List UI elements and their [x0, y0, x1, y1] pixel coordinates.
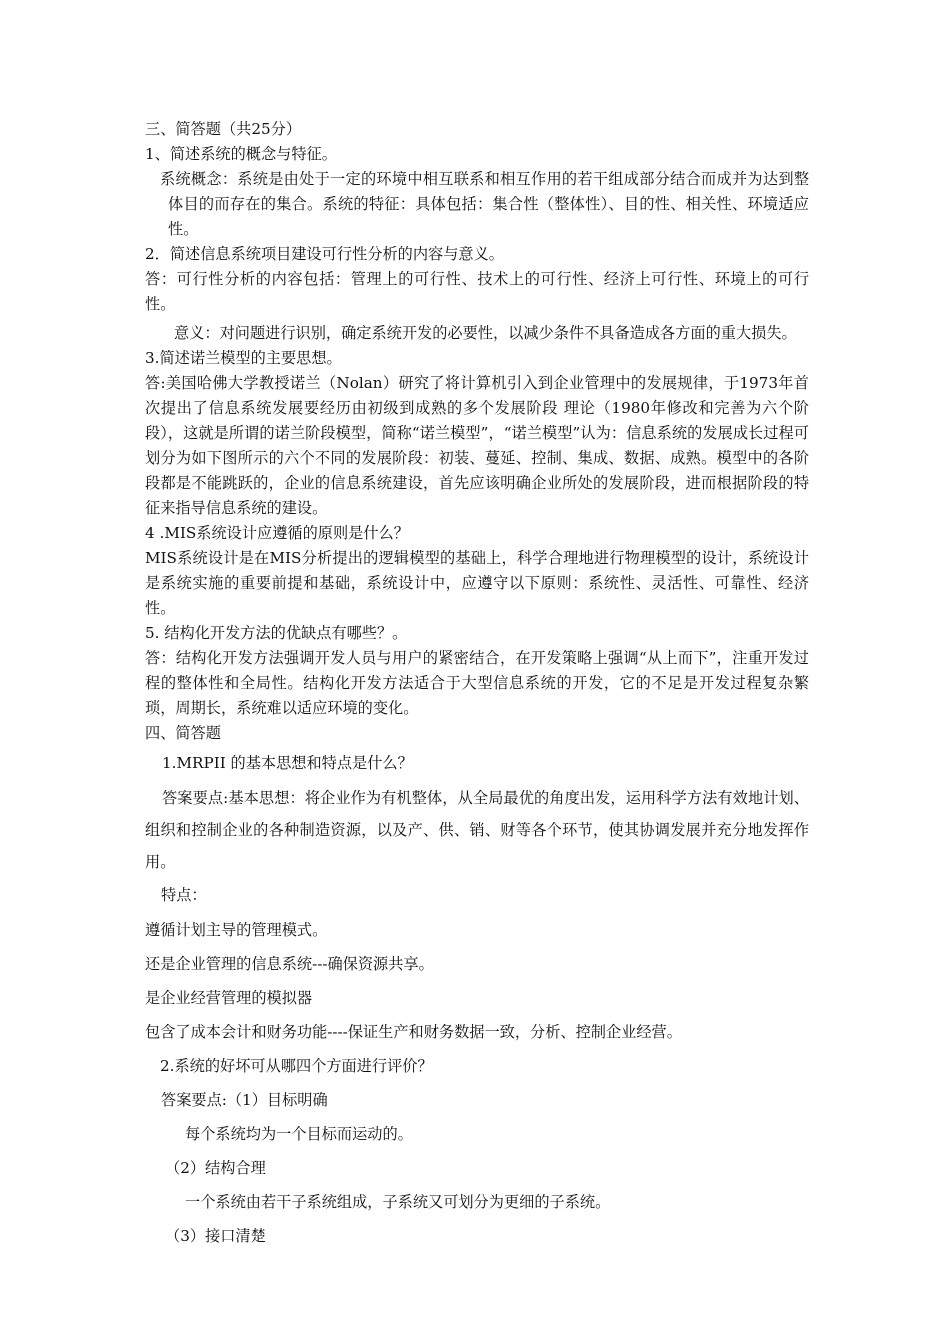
section-4-question-2-answer-3: （3）接口清楚 — [165, 1227, 266, 1245]
question-2-answer-content: 答：可行性分析的内容包括：管理上的可行性、技术上的可行性、经济上可行性、环境上的可行性。 — [145, 270, 809, 313]
question-4-answer: MIS系统设计是在MIS分析提出的逻辑模型的基础上，科学合理地进行物理模型的设计，系统设计是系统实施的重要前提和基础，系统设计中，应遵守以下原则：系统性、灵活性、可靠性、经济性。 — [145, 549, 809, 617]
section-4-question-2-answer-1-desc: 每个系统均为一个目标而运动的。 — [185, 1125, 413, 1143]
section-4-question-2: 2.系统的好坏可从哪四个方面进行评价？ — [160, 1057, 433, 1075]
section-4-question-2-answer-1: 答案要点:（1）目标明确 — [161, 1091, 328, 1109]
features-label: 特点： — [161, 886, 207, 904]
feature-item: 遵循计划主导的管理模式。 — [145, 921, 328, 939]
question-3-answer: 答:美国哈佛大学教授诺兰（Nolan）研究了将计算机引入到企业管理中的发展规律，于1973年首次提出了信息系统发展要经历由初级到成熟的多个发展阶段 理论（1980年修改和完善为六个阶段），这就是所谓的诺兰阶段模型，简称“诺兰模型”，“诺兰模型”认为：信息系统的发展成长过程可划分为如下图所示的六个不同的发展阶段：初装、蔓延、控制、集成、数据、成熟。模型中的各阶段都是不能跳跃的，企业的信息系统建设，首先应该明确企业所处的发展阶段，进而根据阶段的特征来指导信息系统的建设。 — [145, 374, 809, 517]
question-5: 5. 结构化开发方法的优缺点有哪些？。 — [145, 624, 408, 642]
feature-item: 包含了成本会计和财务功能----保证生产和财务数据一致，分析、控制企业经营。 — [145, 1023, 682, 1041]
section-4-title: 四、简答题 — [145, 724, 221, 742]
question-1: 1、简述系统的概念与特征。 — [145, 145, 337, 163]
section-4-question-2-answer-2: （2）结构合理 — [165, 1159, 266, 1177]
question-4: 4 .MIS系统设计应遵循的原则是什么？ — [145, 524, 409, 542]
document-body — [145, 117, 809, 1253]
feature-item: 还是企业管理的信息系统---确保资源共享。 — [145, 955, 434, 973]
section-4-question-1-answer: 答案要点:基本思想：将企业作为有机整体，从全局最优的角度出发，运用科学方法有效地计划、组织和控制企业的各种制造资源，以及产、供、销、财等各个环节，使其协调发展并充分地发挥作用。 — [145, 789, 809, 871]
question-1-answer: 系统概念：系统是由处于一定的环境中相互联系和相互作用的若干组成部分结合而成并为达到整体目的而存在的集合。系统的特征：具体包括：集合性（整体性）、目的性、相关性、环境适应性。 — [160, 170, 809, 238]
question-5-answer: 答：结构化开发方法强调开发人员与用户的紧密结合，在开发策略上强调“从上而下”，注重开发过程的整体性和全局性。结构化开发方法适合于大型信息系统的开发，它的不足是开发过程复杂繁琐，周期长，系统难以适应环境的变化。 — [145, 649, 809, 717]
feature-item: 是企业经营管理的模拟器 — [145, 989, 313, 1007]
section-4-question-1: 1.MRPII 的基本思想和特点是什么？ — [162, 754, 413, 772]
question-3: 3.简述诺兰模型的主要思想。 — [145, 349, 342, 367]
section-3-title: 三、简答题（共25分） — [145, 120, 302, 138]
question-2: 2．简述信息系统项目建设可行性分析的内容与意义。 — [145, 245, 504, 263]
section-4-question-2-answer-2-desc: 一个系统由若干子系统组成，子系统又可划分为更细的子系统。 — [185, 1193, 611, 1211]
question-2-answer-meaning: 意义：对问题进行识别，确定系统开发的必要性，以减少条件不具备造成各方面的重大损失。 — [174, 324, 797, 342]
